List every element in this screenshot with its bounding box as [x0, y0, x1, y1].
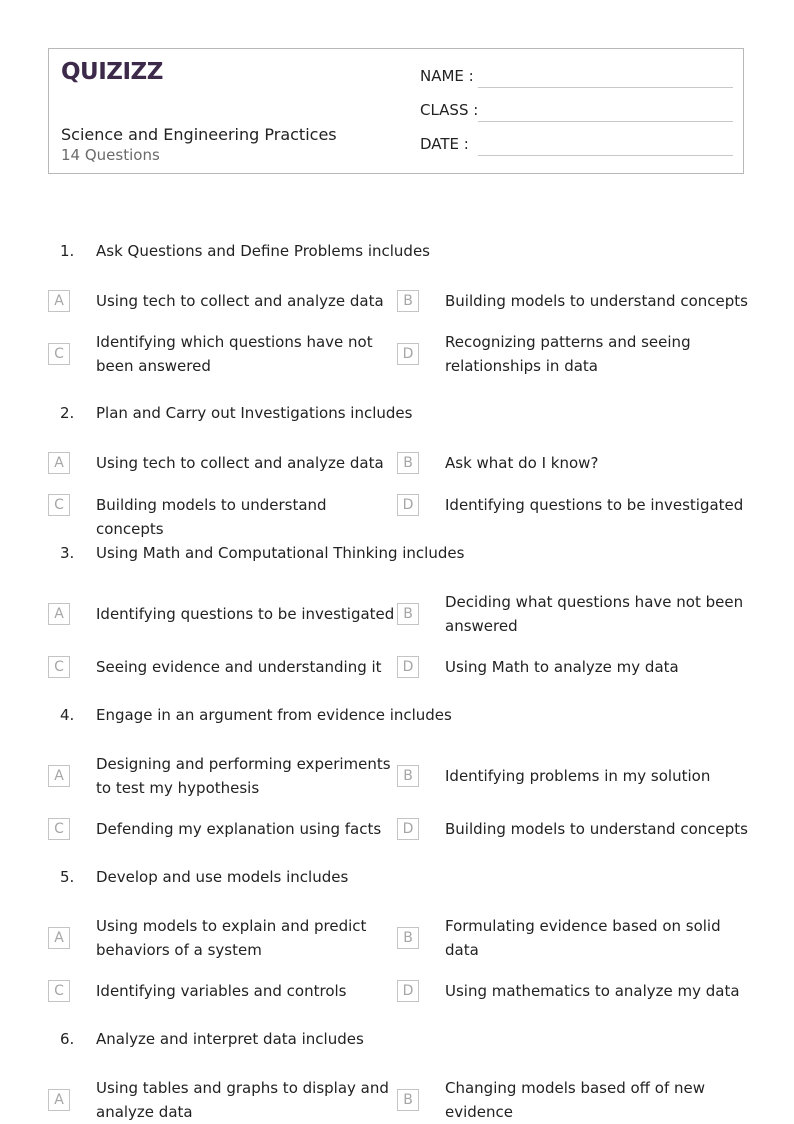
question-number: 2. — [60, 404, 75, 422]
option-letter-box: B — [397, 1089, 419, 1111]
option-text: Identifying problems in my solution — [445, 767, 711, 785]
option-text: Using models to explain and predict behaviors of a system — [96, 917, 367, 959]
date-field[interactable] — [420, 135, 733, 157]
option-letter-box: D — [397, 494, 419, 516]
option-text: Recognizing patterns and seeing relationships in data — [445, 333, 691, 375]
class-line[interactable] — [478, 121, 733, 122]
option-text: Identifying which questions have not been answered — [96, 333, 373, 375]
option-letter-box: D — [397, 343, 419, 365]
question-text: Engage in an argument from evidence includes — [96, 706, 452, 724]
question-number: 5. — [60, 868, 75, 886]
option-text: Seeing evidence and understanding it — [96, 658, 382, 676]
name-field[interactable] — [420, 67, 733, 89]
date-line[interactable] — [478, 155, 733, 156]
option-letter-box: C — [48, 343, 70, 365]
question-text: Using Math and Computational Thinking includes — [96, 544, 465, 562]
question-text: Develop and use models includes — [96, 868, 349, 886]
question-text: Plan and Carry out Investigations includes — [96, 404, 413, 422]
option-letter-box: B — [397, 290, 419, 312]
class-label: CLASS : — [420, 101, 479, 119]
option-text: Using mathematics to analyze my data — [445, 982, 740, 1000]
option-letter-box: A — [48, 927, 70, 949]
option-letter-box: A — [48, 765, 70, 787]
option-text: Using tech to collect and analyze data — [96, 454, 384, 472]
option-text: Changing models based off of new evidence — [445, 1079, 706, 1121]
option-text: Using tech to collect and analyze data — [96, 292, 384, 310]
option-letter-box: C — [48, 494, 70, 516]
question-number: 4. — [60, 706, 75, 724]
option-letter-box: A — [48, 1089, 70, 1111]
question-number: 3. — [60, 544, 75, 562]
option-letter-box: C — [48, 656, 70, 678]
option-text: Deciding what questions have not been answered — [445, 593, 744, 635]
option-letter-box: B — [397, 927, 419, 949]
option-text: Using tables and graphs to display and analyze data — [96, 1079, 389, 1121]
option-text: Identifying questions to be investigated — [445, 496, 744, 514]
option-letter-box: A — [48, 452, 70, 474]
question-count: 14 Questions — [61, 146, 160, 164]
option-letter-box: A — [48, 603, 70, 625]
question-number: 6. — [60, 1030, 75, 1048]
option-letter-box: D — [397, 980, 419, 1002]
option-text: Ask what do I know? — [445, 454, 599, 472]
option-text: Building models to understand concepts — [96, 496, 327, 538]
option-text: Designing and performing experiments to test my hypothesis — [96, 755, 391, 797]
option-letter-box: B — [397, 603, 419, 625]
option-text: Building models to understand concepts — [445, 820, 748, 838]
worksheet-title: Science and Engineering Practices — [61, 125, 337, 144]
option-text: Defending my explanation using facts — [96, 820, 382, 838]
option-letter-box: B — [397, 452, 419, 474]
option-letter-box: D — [397, 818, 419, 840]
option-letter-box: D — [397, 656, 419, 678]
option-text: Building models to understand concepts — [445, 292, 748, 310]
option-text: Identifying questions to be investigated — [96, 605, 395, 623]
question-number: 1. — [60, 242, 75, 260]
question-text: Ask Questions and Define Problems includes — [96, 242, 430, 260]
class-field[interactable] — [420, 101, 733, 123]
option-text: Formulating evidence based on solid data — [445, 917, 721, 959]
name-label: NAME : — [420, 67, 474, 85]
option-text: Using Math to analyze my data — [445, 658, 679, 676]
quizizz-logo: QUIZIZZ — [61, 59, 163, 85]
date-label: DATE : — [420, 135, 469, 153]
option-letter-box: C — [48, 980, 70, 1002]
worksheet-header — [48, 48, 744, 174]
name-line[interactable] — [478, 87, 733, 88]
option-letter-box: A — [48, 290, 70, 312]
question-text: Analyze and interpret data includes — [96, 1030, 364, 1048]
option-letter-box: B — [397, 765, 419, 787]
option-letter-box: C — [48, 818, 70, 840]
option-text: Identifying variables and controls — [96, 982, 347, 1000]
